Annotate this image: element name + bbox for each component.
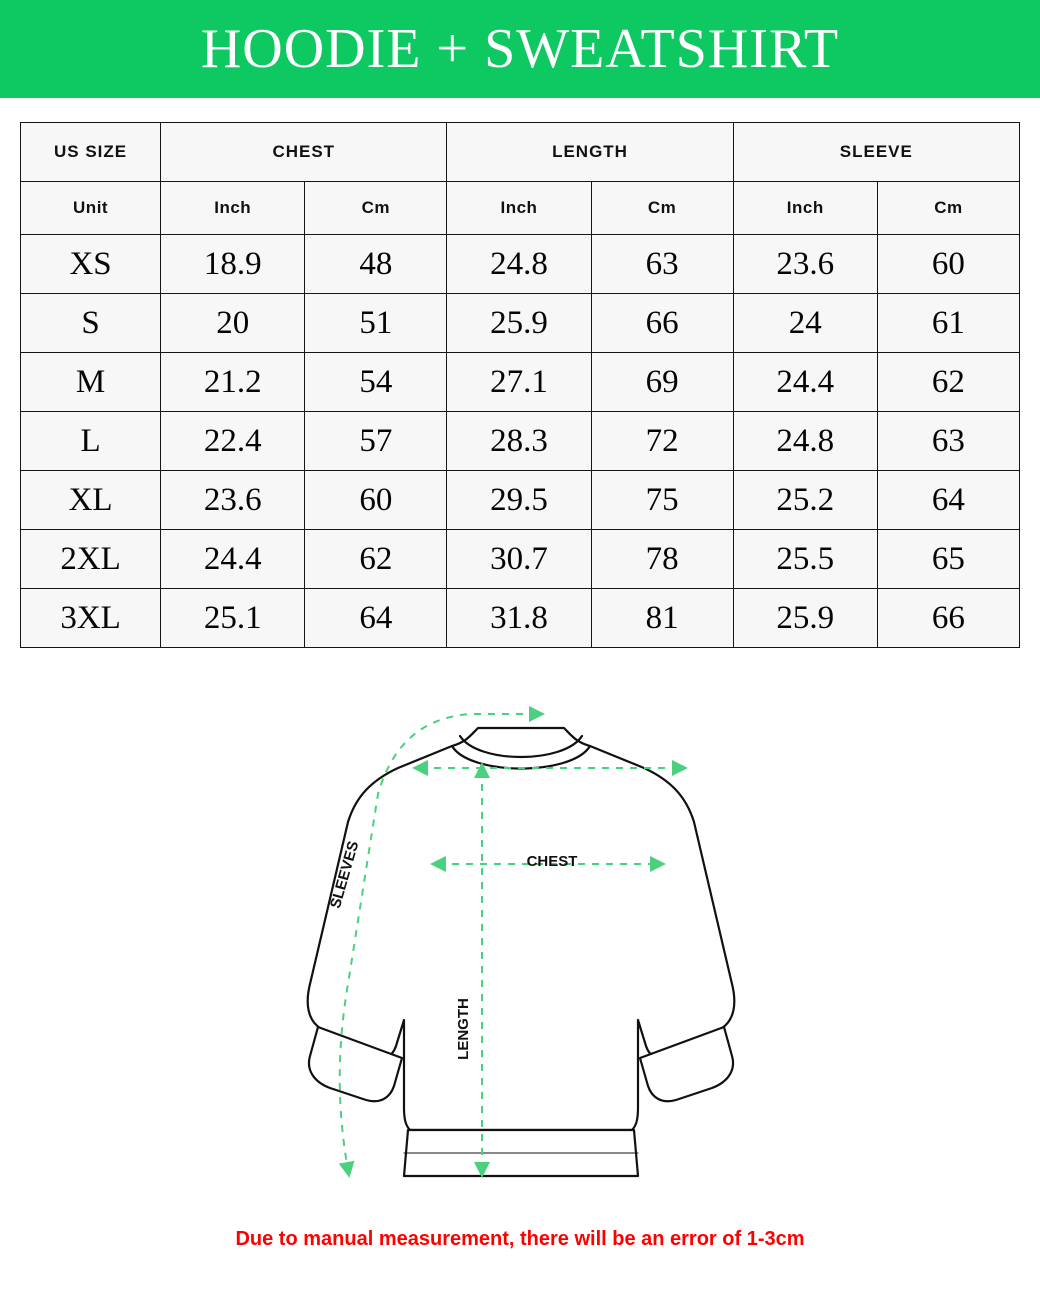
chest-label: CHEST (526, 853, 578, 870)
cell-length-cm: 78 (591, 530, 733, 589)
cell-chest-cm: 62 (305, 530, 447, 589)
cell-chest-cm: 48 (305, 235, 447, 294)
header-us-size: US SIZE (21, 123, 161, 182)
header-chest-inch: Inch (161, 182, 305, 235)
sweatshirt-outline-icon (308, 728, 735, 1176)
cell-sleeve-cm: 61 (877, 294, 1019, 353)
header-length-cm: Cm (591, 182, 733, 235)
header-length: LENGTH (447, 123, 733, 182)
cell-chest-cm: 57 (305, 412, 447, 471)
cell-length-inch: 27.1 (447, 353, 591, 412)
cell-size: L (21, 412, 161, 471)
cell-length-inch: 31.8 (447, 589, 591, 648)
table-row (21, 353, 1020, 412)
cell-sleeve-inch: 24 (733, 294, 877, 353)
cell-length-inch: 25.9 (447, 294, 591, 353)
header-length-inch: Inch (447, 182, 591, 235)
table-group-header-row (21, 123, 1020, 182)
size-table-container (20, 122, 1020, 648)
cell-size: M (21, 353, 161, 412)
cell-chest-inch: 21.2 (161, 353, 305, 412)
length-label: LENGTH (455, 998, 472, 1060)
cell-sleeve-cm: 60 (877, 235, 1019, 294)
cell-length-cm: 66 (591, 294, 733, 353)
cell-length-inch: 28.3 (447, 412, 591, 471)
cell-sleeve-cm: 64 (877, 471, 1019, 530)
cell-sleeve-inch: 25.2 (733, 471, 877, 530)
cell-length-inch: 24.8 (447, 235, 591, 294)
cell-chest-cm: 60 (305, 471, 447, 530)
cell-chest-inch: 25.1 (161, 589, 305, 648)
size-chart-table (20, 122, 1020, 648)
header-sleeve-cm: Cm (877, 182, 1019, 235)
cell-length-cm: 63 (591, 235, 733, 294)
cell-sleeve-inch: 24.4 (733, 353, 877, 412)
cell-sleeve-inch: 25.9 (733, 589, 877, 648)
cell-size: S (21, 294, 161, 353)
cell-length-inch: 29.5 (447, 471, 591, 530)
cell-sleeve-cm: 62 (877, 353, 1019, 412)
page-title: HOODIE + SWEATSHIRT (200, 18, 840, 80)
header-unit: Unit (21, 182, 161, 235)
cell-chest-inch: 23.6 (161, 471, 305, 530)
table-row (21, 589, 1020, 648)
cell-sleeve-inch: 24.8 (733, 412, 877, 471)
cell-length-cm: 75 (591, 471, 733, 530)
cell-chest-inch: 24.4 (161, 530, 305, 589)
cell-size: XS (21, 235, 161, 294)
cell-sleeve-cm: 65 (877, 530, 1019, 589)
table-unit-header-row (21, 182, 1020, 235)
cell-sleeve-cm: 63 (877, 412, 1019, 471)
cell-sleeve-cm: 66 (877, 589, 1019, 648)
header-chest-cm: Cm (305, 182, 447, 235)
header-banner (0, 0, 1040, 98)
table-row (21, 294, 1020, 353)
table-row (21, 235, 1020, 294)
cell-chest-inch: 18.9 (161, 235, 305, 294)
cell-size: XL (21, 471, 161, 530)
cell-sleeve-inch: 25.5 (733, 530, 877, 589)
sleeves-label: SLEEVES (326, 839, 363, 911)
cell-chest-cm: 54 (305, 353, 447, 412)
header-chest: CHEST (161, 123, 447, 182)
cell-length-cm: 72 (591, 412, 733, 471)
cell-length-cm: 81 (591, 589, 733, 648)
cell-chest-cm: 64 (305, 589, 447, 648)
cell-length-inch: 30.7 (447, 530, 591, 589)
measurement-disclaimer: Due to manual measurement, there will be an error of 1-3cm (235, 1228, 805, 1250)
table-row (21, 412, 1020, 471)
table-row (21, 471, 1020, 530)
cell-length-cm: 69 (591, 353, 733, 412)
header-sleeve: SLEEVE (733, 123, 1019, 182)
header-sleeve-inch: Inch (733, 182, 877, 235)
cell-chest-inch: 22.4 (161, 412, 305, 471)
cell-size: 2XL (21, 530, 161, 589)
garment-diagram (0, 684, 1040, 1204)
cell-size: 3XL (21, 589, 161, 648)
table-row (21, 530, 1020, 589)
cell-chest-cm: 51 (305, 294, 447, 353)
cell-chest-inch: 20 (161, 294, 305, 353)
cell-sleeve-inch: 23.6 (733, 235, 877, 294)
